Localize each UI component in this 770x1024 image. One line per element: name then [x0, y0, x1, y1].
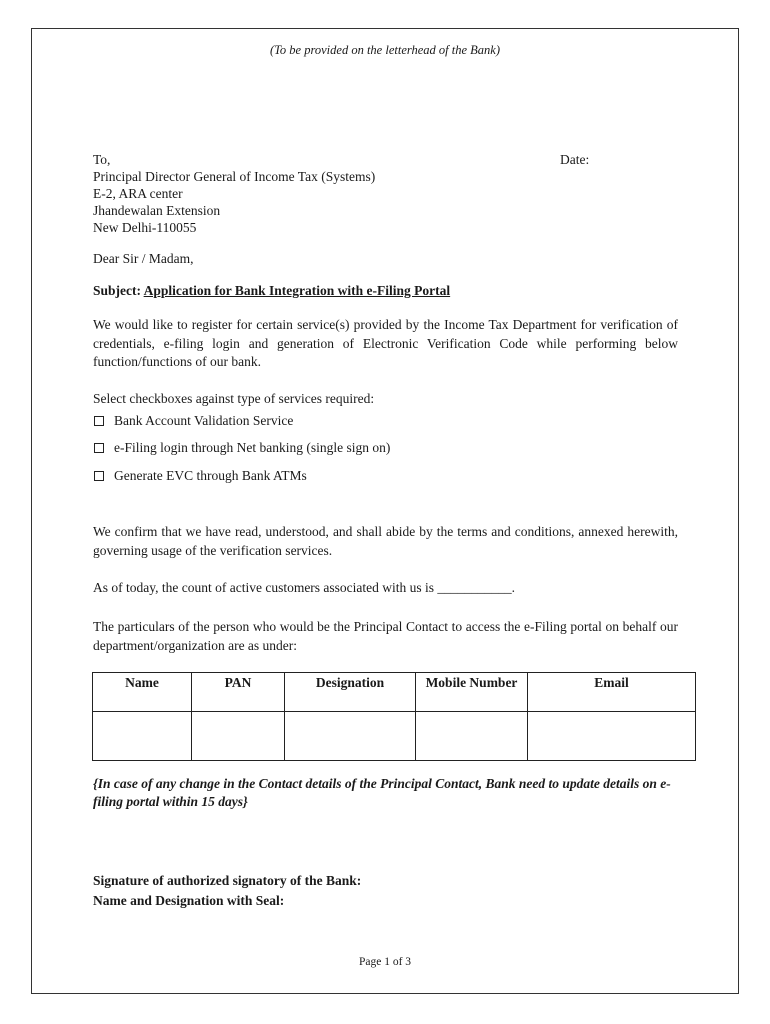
subject-text: Application for Bank Integration with e-Filing Portal — [143, 283, 451, 298]
address-to: To, — [93, 152, 111, 167]
header-email: Email — [528, 673, 696, 712]
subject-line — [93, 283, 450, 299]
table-header-row — [93, 673, 696, 712]
signature-label: Signature of authorized signatory of the Bank: — [93, 873, 362, 888]
confirm-paragraph: We confirm that we have read, understood, and shall abide by the terms and conditions, annexed herewith, governing usage of the verification services. — [93, 524, 678, 558]
cell-mobile[interactable] — [416, 712, 528, 761]
contact-change-note: {In case of any change in the Contact details of the Principal Contact, Bank need to update details on e-filing portal within 15 days} — [93, 776, 671, 809]
count-paragraph: As of today, the count of active customers associated with us is ___________. — [93, 580, 516, 595]
letterhead-note: (To be provided on the letterhead of the Bank) — [269, 43, 501, 57]
address-line: E-2, ARA center — [93, 186, 183, 201]
service-option-evc-atm[interactable] — [94, 468, 307, 484]
service-option-label: Generate EVC through Bank ATMs — [114, 468, 307, 483]
date-label: Date: — [560, 152, 590, 167]
contact-table — [92, 672, 696, 761]
address-line: New Delhi-110055 — [93, 220, 197, 235]
address-line: Jhandewalan Extension — [93, 203, 221, 218]
particulars-paragraph: The particulars of the person who would be the Principal Contact to access the e-Filing portal on behalf our department/organization are as under: — [93, 619, 678, 653]
services-prompt: Select checkboxes against type of services required: — [93, 391, 375, 406]
checkbox[interactable] — [94, 416, 104, 426]
service-option-account-validation[interactable] — [94, 413, 293, 429]
salutation: Dear Sir / Madam, — [93, 251, 194, 266]
intro-paragraph: We would like to register for certain service(s) provided by the Income Tax Department for verification of credentials, e-filing login and generation of Electronic Verification Code while performing below function/functions of our bank. — [93, 317, 678, 369]
checkbox[interactable] — [94, 443, 104, 453]
service-option-label: Bank Account Validation Service — [114, 413, 294, 428]
service-option-label: e-Filing login through Net banking (single sign on) — [114, 440, 391, 455]
cell-pan[interactable] — [192, 712, 285, 761]
checkbox[interactable] — [94, 471, 104, 481]
cell-email[interactable] — [528, 712, 696, 761]
subject-label: Subject: — [93, 283, 144, 298]
service-option-netbanking-login[interactable] — [94, 440, 390, 456]
address-block — [93, 151, 375, 236]
cell-name[interactable] — [93, 712, 192, 761]
header-name: Name — [93, 673, 192, 712]
header-designation: Designation — [285, 673, 416, 712]
page-number: Page 1 of 3 — [358, 956, 412, 968]
name-designation-label: Name and Designation with Seal: — [93, 893, 285, 908]
table-row — [93, 712, 696, 761]
cell-designation[interactable] — [285, 712, 416, 761]
address-line: Principal Director General of Income Tax (Systems) — [93, 169, 376, 184]
header-pan: PAN — [192, 673, 285, 712]
header-mobile: Mobile Number — [416, 673, 528, 712]
